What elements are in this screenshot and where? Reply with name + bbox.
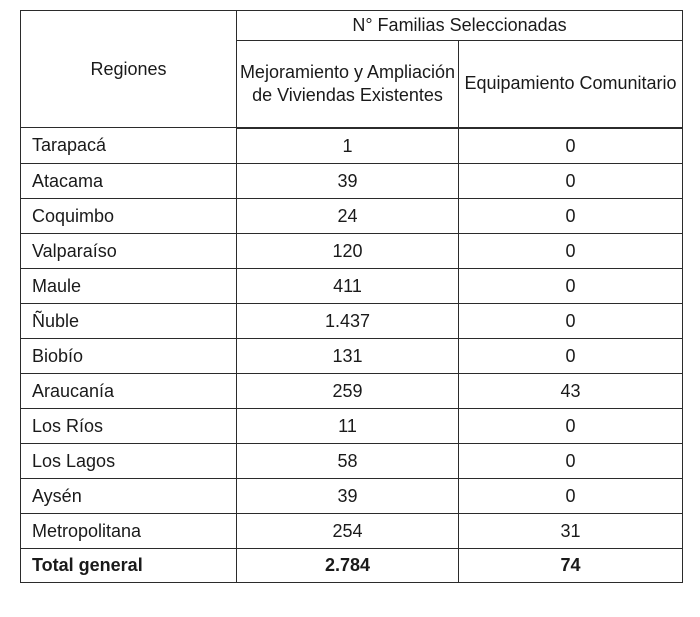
cell-mejoramiento: 120 xyxy=(237,233,459,268)
cell-mejoramiento: 254 xyxy=(237,513,459,548)
cell-mejoramiento: 259 xyxy=(237,373,459,408)
cell-mejoramiento: 1 xyxy=(237,128,459,164)
cell-region: Valparaíso xyxy=(21,233,237,268)
total-label: Total general xyxy=(21,548,237,582)
cell-equipamiento: 0 xyxy=(459,233,683,268)
table-header xyxy=(21,11,683,128)
cell-region: Atacama xyxy=(21,163,237,198)
cell-equipamiento: 0 xyxy=(459,338,683,373)
cell-mejoramiento: 1.437 xyxy=(237,303,459,338)
cell-mejoramiento: 39 xyxy=(237,163,459,198)
table-row xyxy=(21,268,683,303)
header-mejoramiento: Mejoramiento y Ampliación de Viviendas Existentes xyxy=(237,41,459,128)
cell-region: Ñuble xyxy=(21,303,237,338)
cell-equipamiento: 0 xyxy=(459,408,683,443)
cell-region: Araucanía xyxy=(21,373,237,408)
total-mejoramiento: 2.784 xyxy=(237,548,459,582)
table-footer xyxy=(21,548,683,582)
cell-equipamiento: 0 xyxy=(459,198,683,233)
table-row xyxy=(21,198,683,233)
table-row xyxy=(21,373,683,408)
table-body xyxy=(21,128,683,549)
cell-region: Coquimbo xyxy=(21,198,237,233)
table-row xyxy=(21,443,683,478)
cell-mejoramiento: 411 xyxy=(237,268,459,303)
cell-region: Maule xyxy=(21,268,237,303)
families-table-container xyxy=(20,10,682,583)
table-row xyxy=(21,233,683,268)
cell-equipamiento: 0 xyxy=(459,128,683,164)
cell-region: Tarapacá xyxy=(21,128,237,164)
cell-equipamiento: 43 xyxy=(459,373,683,408)
cell-equipamiento: 31 xyxy=(459,513,683,548)
cell-equipamiento: 0 xyxy=(459,478,683,513)
header-regiones: Regiones xyxy=(21,11,237,128)
table-row xyxy=(21,128,683,164)
header-familias-seleccionadas: N° Familias Seleccionadas xyxy=(237,11,683,41)
cell-mejoramiento: 131 xyxy=(237,338,459,373)
cell-equipamiento: 0 xyxy=(459,443,683,478)
cell-mejoramiento: 39 xyxy=(237,478,459,513)
cell-mejoramiento: 58 xyxy=(237,443,459,478)
cell-region: Aysén xyxy=(21,478,237,513)
cell-mejoramiento: 11 xyxy=(237,408,459,443)
cell-equipamiento: 0 xyxy=(459,163,683,198)
cell-equipamiento: 0 xyxy=(459,303,683,338)
total-equipamiento: 74 xyxy=(459,548,683,582)
header-equipamiento: Equipamiento Comunitario xyxy=(459,41,683,128)
cell-region: Biobío xyxy=(21,338,237,373)
cell-equipamiento: 0 xyxy=(459,268,683,303)
table-row xyxy=(21,513,683,548)
table-row xyxy=(21,303,683,338)
total-row xyxy=(21,548,683,582)
table-row xyxy=(21,478,683,513)
table-row xyxy=(21,163,683,198)
cell-region: Los Ríos xyxy=(21,408,237,443)
table-row xyxy=(21,338,683,373)
families-table xyxy=(20,10,683,583)
table-row xyxy=(21,408,683,443)
cell-mejoramiento: 24 xyxy=(237,198,459,233)
cell-region: Los Lagos xyxy=(21,443,237,478)
cell-region: Metropolitana xyxy=(21,513,237,548)
